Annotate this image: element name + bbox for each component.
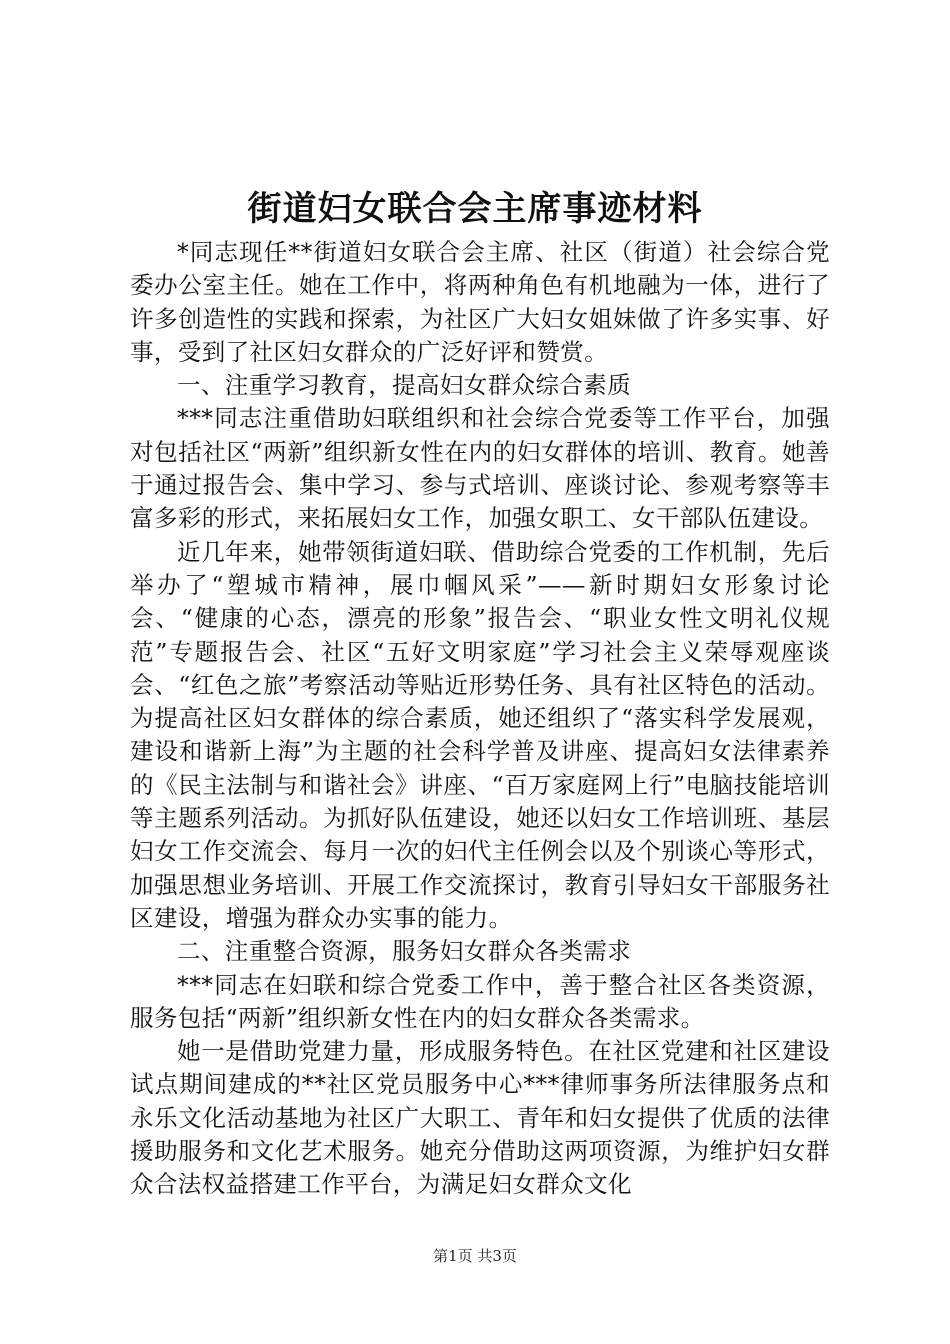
document-body: [130, 236, 830, 1202]
body-paragraph: ***同志在妇联和综合党委工作中，善于整合社区各类资源，服务包括“两新”组织新女性在内的妇女群众各类需求。: [130, 970, 830, 1032]
body-paragraph: 她一是借助党建力量，形成服务特色。在社区党建和社区建设试点期间建成的**社区党员服务中心***律师事务所法律服务点和永乐文化活动基地为社区广大职工、青年和妇女提供了优质的法律援助服务和文化艺术服务。她充分借助这两项资源，为维护妇女群众合法权益搭建工作平台，为满足妇女群众文化: [130, 1037, 830, 1199]
page-footer: 第1页 共3页: [433, 1247, 517, 1265]
body-paragraph: 近几年来，她带领街道妇联、借助综合党委的工作机制，先后举办了“塑城市精神，展巾帼风采”——新时期妇女形象讨论会、“健康的心态，漂亮的形象”报告会、“职业女性文明礼仪规范”专题报告会、社区“五好文明家庭”学习社会主义荣辱观座谈会、“红色之旅”考察活动等贴近形势任务、具有社区特色的活动。为提高社区妇女群体的综合素质，她还组织了“落实科学发展观，建设和谐新上海”为主题的社会科学普及讲座、提高妇女法律素养的《民主法制与和谐社会》讲座、“百万家庭网上行”电脑技能培训等主题系列活动。为抓好队伍建设，她还以妇女工作培训班、基层妇女工作交流会、每月一次的妇代主任例会以及个别谈心等形式，加强思想业务培训、开展工作交流探讨，教育引导妇女干部服务社区建设，增强为群众办实事的能力。: [130, 537, 830, 932]
section-heading-2: 二、注重整合资源，服务妇女群众各类需求: [177, 937, 632, 966]
body-paragraph: ***同志注重借助妇联组织和社会综合党委等工作平台，加强对包括社区“两新”组织新女性在内的妇女群体的培训、教育。她善于通过报告会、集中学习、参与式培训、座谈讨论、参观考察等丰富多彩的形式，来拓展妇女工作，加强女职工、女干部队伍建设。: [130, 404, 830, 533]
document-title: 街道妇女联合会主席事迹材料: [247, 189, 703, 229]
section-heading-1: 一、注重学习教育，提高妇女群众综合素质: [177, 371, 632, 400]
intro-paragraph: *同志现任**街道妇女联合会主席、社区（街道）社会综合党委办公室主任。她在工作中，将两种角色有机地融为一体，进行了许多创造性的实践和探索，为社区广大妇女姐妹做了许多实事、好事，受到了社区妇女群众的广泛好评和赞赏。: [130, 238, 830, 366]
